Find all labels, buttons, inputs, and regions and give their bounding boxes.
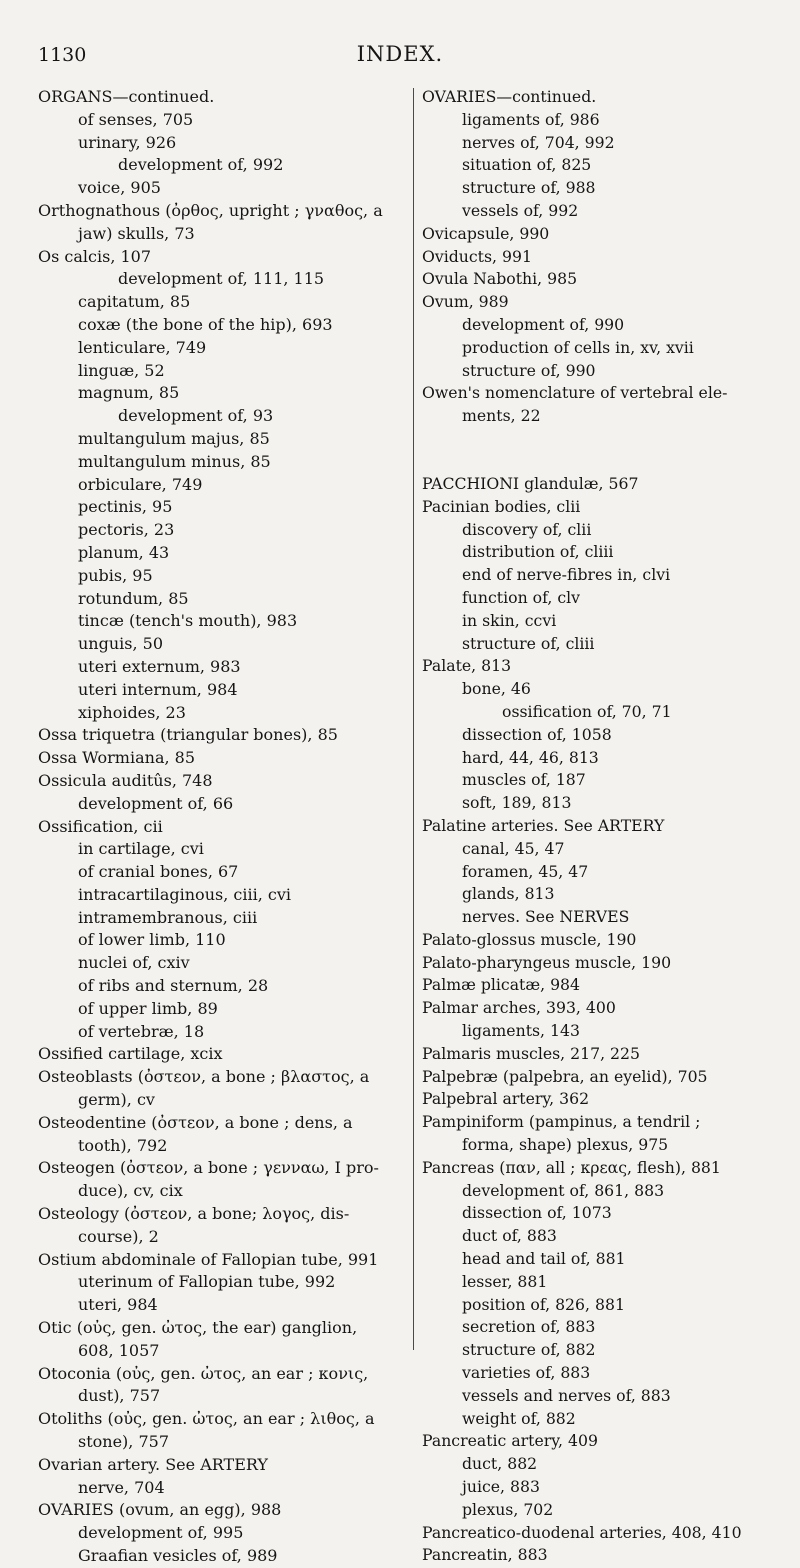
index-entry: Osteodentine (ὀστεον, a bone ; dens, a (38, 1112, 353, 1132)
index-entry: ORGANS—continued. (38, 87, 215, 106)
index-entry: Palmaris muscles, 217, 225 (422, 1043, 641, 1063)
index-entry: PACCHIONI glandulæ, 567 (422, 473, 639, 493)
index-subentry: function of, clv (462, 587, 580, 607)
index-subentry: development of, 995 (78, 1523, 244, 1543)
index-subentry: jaw) skulls, 73 (78, 223, 195, 243)
index-subentry: tooth), 792 (78, 1135, 168, 1155)
index-subentry: structure of, 988 (462, 178, 596, 198)
index-entry: Pancreatic artery, 409 (422, 1431, 598, 1451)
index-subentry: nerves of, 704, 992 (462, 132, 615, 152)
index-subentry: uteri, 984 (78, 1295, 158, 1315)
index-subentry: development of, 992 (118, 155, 284, 175)
index-subentry: dissection of, 1073 (462, 1203, 612, 1223)
index-subentry: linguæ, 52 (78, 360, 165, 380)
index-subentry: duct of, 883 (462, 1226, 557, 1246)
index-entry: Os calcis, 107 (38, 246, 152, 266)
index-subentry: rotundum, 85 (78, 588, 189, 608)
index-entry: Ostium abdominale of Fallopian tube, 991 (38, 1249, 379, 1269)
index-subentry: ligaments of, 986 (462, 109, 600, 129)
index-subentry: structure of, 990 (462, 360, 596, 380)
index-subentry: planum, 43 (78, 542, 170, 562)
index-subentry: 608, 1057 (78, 1340, 160, 1360)
index-subentry: weight of, 882 (462, 1408, 576, 1428)
index-subentry: lesser, 881 (462, 1271, 548, 1291)
index-subentry: nuclei of, cxiv (78, 953, 190, 973)
index-subentry: vessels and nerves of, 883 (462, 1385, 671, 1405)
index-subentry: in skin, ccvi (462, 610, 557, 630)
index-subentry: pectinis, 95 (78, 497, 173, 517)
page-number: 1130 (38, 44, 87, 66)
index-subentry: of upper limb, 89 (78, 998, 218, 1018)
index-subentry: secretion of, 883 (462, 1317, 596, 1337)
index-subentry: position of, 826, 881 (462, 1294, 625, 1314)
index-entry: Osteogen (ὀστεον, a bone ; γενναω, I pro- (38, 1158, 379, 1178)
index-subentry: lenticulare, 749 (78, 337, 207, 357)
index-subentry: duce), cv, cix (78, 1181, 183, 1201)
index-subentry: discovery of, clii (462, 519, 592, 539)
index-entry: Palpebral artery, 362 (422, 1089, 590, 1109)
index-subentry: soft, 189, 813 (462, 793, 572, 813)
index-subentry: juice, 883 (462, 1477, 540, 1497)
index-subentry: hard, 44, 46, 813 (462, 747, 599, 767)
index-subentry: ligaments, 143 (462, 1021, 580, 1041)
index-subentry: stone), 757 (78, 1432, 169, 1452)
index-entry: Pampiniform (pampinus, a tendril ; (422, 1112, 701, 1132)
right-column (422, 86, 777, 1567)
left-column (38, 86, 408, 1568)
index-entry: Otoliths (οὐς, gen. ὠτος, an ear ; λιθος, a (38, 1409, 375, 1429)
index-entry: Pacinian bodies, clii (422, 496, 581, 516)
index-subentry: vessels of, 992 (462, 200, 579, 220)
index-subentry: structure of, cliii (462, 633, 595, 653)
index-subentry: uteri externum, 983 (78, 656, 241, 676)
index-subentry: forma, shape) plexus, 975 (462, 1135, 669, 1155)
index-entry: OVARIES (ovum, an egg), 988 (38, 1500, 282, 1520)
index-subentry: dust), 757 (78, 1386, 161, 1406)
index-subentry: muscles of, 187 (462, 770, 586, 790)
index-subentry: germ), cv (78, 1090, 155, 1110)
index-entry: Pancreatico-duodenal arteries, 408, 410 (422, 1522, 742, 1542)
index-subentry: coxæ (the bone of the hip), 693 (78, 314, 333, 334)
index-subentry: Graafian vesicles of, 989 (78, 1546, 278, 1565)
index-entry: Palatine arteries. See ARTERY (422, 815, 665, 835)
index-subentry: canal, 45, 47 (462, 838, 565, 858)
index-subentry: unguis, 50 (78, 634, 164, 654)
index-subentry: dissection of, 1058 (462, 724, 612, 744)
index-entry: Ovula Nabothi, 985 (422, 269, 578, 289)
index-subentry: pubis, 95 (78, 565, 153, 585)
running-head: INDEX. (356, 42, 444, 66)
index-entry: Palato-pharyngeus muscle, 190 (422, 952, 672, 972)
index-subentry: intracartilaginous, ciii, cvi (78, 884, 291, 904)
index-subentry: glands, 813 (462, 884, 555, 904)
section-gap (422, 428, 777, 473)
index-subentry: in cartilage, cvi (78, 839, 204, 859)
index-subentry: of ribs and sternum, 28 (78, 976, 269, 996)
index-subentry: plexus, 702 (462, 1499, 554, 1519)
index-entry: Palpebræ (palpebra, an eyelid), 705 (422, 1066, 708, 1086)
index-entry: Ossa Wormiana, 85 (38, 748, 196, 768)
index-entry: Ovicapsule, 990 (422, 223, 550, 243)
index-entry: Ossified cartilage, xcix (38, 1044, 223, 1064)
index-subentry: end of nerve-fibres in, clvi (462, 565, 671, 585)
index-entry: Palato-glossus muscle, 190 (422, 929, 637, 949)
index-entry: Otoconia (οὐς, gen. ὠτος, an ear ; κονις, (38, 1363, 369, 1383)
index-subentry: development of, 861, 883 (462, 1180, 665, 1200)
index-entry: Pancreatin, 883 (422, 1545, 548, 1565)
index-subentry: development of, 111, 115 (118, 269, 325, 289)
column-divider (413, 88, 414, 1350)
index-subentry: development of, 990 (462, 314, 625, 334)
index-subentry: ments, 22 (462, 406, 541, 426)
index-entry: Ossification, cii (38, 816, 163, 836)
index-subentry: duct, 882 (462, 1454, 538, 1474)
index-subentry: orbiculare, 749 (78, 474, 203, 494)
index-subentry: structure of, 882 (462, 1340, 596, 1360)
index-subentry: urinary, 926 (78, 132, 177, 152)
index-subentry: development of, 66 (78, 793, 234, 813)
index-subentry: pectoris, 23 (78, 520, 175, 540)
index-subentry: magnum, 85 (78, 383, 180, 403)
index-subentry: uteri internum, 984 (78, 679, 238, 699)
index-subentry: tincæ (tench's mouth), 983 (78, 611, 298, 631)
index-subentry: foramen, 45, 47 (462, 861, 589, 881)
index-subentry: multangulum majus, 85 (78, 428, 270, 448)
index-subentry: of vertebræ, 18 (78, 1021, 205, 1041)
index-entry: Orthognathous (ὀρθος, upright ; γναθος, a (38, 200, 383, 220)
index-subentry: capitatum, 85 (78, 292, 191, 312)
index-subentry: ossification of, 70, 71 (502, 701, 672, 721)
index-subentry: nerve, 704 (78, 1477, 165, 1497)
index-entry: Ossicula auditûs, 748 (38, 770, 213, 790)
index-subentry: production of cells in, xv, xvii (462, 337, 694, 357)
index-entry: Osteology (ὀστεον, a bone; λογος, dis- (38, 1204, 350, 1224)
index-subentry: voice, 905 (78, 178, 161, 198)
index-entry: Ovarian artery. See ARTERY (38, 1454, 268, 1474)
index-entry: OVARIES—continued. (422, 87, 597, 106)
index-subentry: distribution of, cliii (462, 542, 614, 562)
index-entry: Osteoblasts (ὀστεον, a bone ; βλαστος, a (38, 1067, 370, 1087)
index-entry: Ossa triquetra (triangular bones), 85 (38, 725, 338, 745)
index-entry: Ovum, 989 (422, 292, 509, 312)
index-subentry: development of, 93 (118, 406, 274, 426)
index-subentry: multangulum minus, 85 (78, 451, 271, 471)
index-subentry: bone, 46 (462, 679, 531, 699)
index-subentry: xiphoides, 23 (78, 702, 186, 722)
index-subentry: varieties of, 883 (462, 1363, 591, 1383)
index-subentry: uterinum of Fallopian tube, 992 (78, 1272, 336, 1292)
index-subentry: nerves. See NERVES (462, 907, 630, 927)
index-subentry: intramembranous, ciii (78, 907, 258, 927)
index-subentry: of senses, 705 (78, 109, 194, 129)
index-subentry: situation of, 825 (462, 155, 592, 175)
index-entry: Palmæ plicatæ, 984 (422, 975, 581, 995)
index-entry: Owen's nomenclature of vertebral ele- (422, 383, 728, 403)
index-entry: Pancreas (παν, all ; κρεας, flesh), 881 (422, 1157, 721, 1177)
index-entry: Palate, 813 (422, 656, 512, 676)
index-entry: Otic (οὐς, gen. ὠτος, the ear) ganglion, (38, 1318, 358, 1338)
index-subentry: of lower limb, 110 (78, 930, 226, 950)
index-entry: Oviducts, 991 (422, 246, 532, 266)
index-subentry: head and tail of, 881 (462, 1249, 626, 1269)
index-subentry: of cranial bones, 67 (78, 862, 239, 882)
index-entry: Palmar arches, 393, 400 (422, 998, 616, 1018)
index-subentry: course), 2 (78, 1226, 159, 1246)
